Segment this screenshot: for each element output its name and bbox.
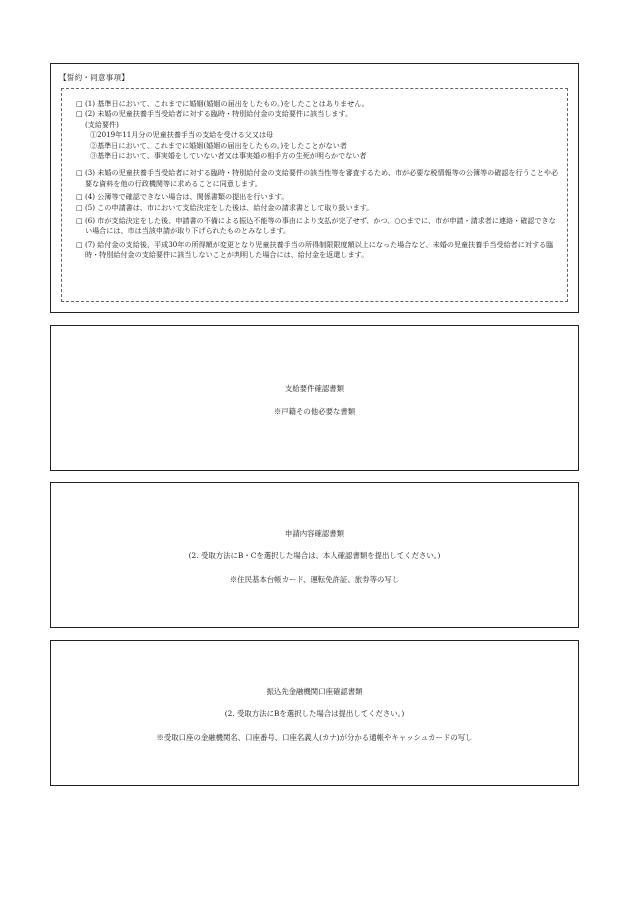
checkbox-4[interactable]: □ (76, 192, 83, 202)
pledge-item-3-text: (3) 未婚の児童扶養手当受給者に対する臨時・特別給付金の支給要件の該当性等を審査するため、市が必要な税情報等の公簿等の確認を行うことや必要な資料を他の行政機関等に求めることに同意します。 (85, 168, 559, 188)
pledge-title: 【誓約・同意事項】 (59, 73, 130, 82)
checkbox-5[interactable]: □ (76, 202, 83, 212)
pledge-item-2-text: (2) 未婚の児童扶養手当受給者に対する臨時・特別給付金の支給要件に該当します。 (85, 109, 353, 119)
bank-account-documents-title: 振込先金融機関口座確認書類 (266, 687, 363, 696)
pledge-item-4 (76, 192, 562, 202)
checkbox-1[interactable]: □ (76, 99, 83, 108)
pledge-item-7 (76, 240, 562, 261)
pledge-item-1 (76, 99, 562, 109)
pledge-item-6-text: (6) 市が支給決定をした後、申請書の不備による振込不能等の事由により支払が完了せず、かつ、○○までに、市が申請・請求者に連絡・確認できない場合には、市は当該申請が取り下げられたものとみなします。 (85, 216, 556, 236)
pledge-items (76, 99, 562, 261)
pledge-item-2 (76, 109, 562, 119)
pledge-item-7-text: (7) 給付金の支給後、平成30年の所得額が変更となり児童扶養手当の所得制限限度額以上になった場合など、未婚の児童扶養手当受給者に対する臨時・特別給付金の支給要件に該当しないことが判明した場合には、給付金を返還します。 (85, 239, 554, 260)
eligibility-documents-title: 支給要件確認書類 (284, 384, 345, 393)
pledge-item-5-text: (5) この申請書は、市において支給決定をした後は、給付金の請求書として取り扱います。 (85, 202, 374, 212)
bank-account-documents-box (50, 640, 579, 786)
checkbox-7[interactable]: □ (76, 239, 83, 249)
pledge-item-5 (76, 203, 562, 213)
pledge-section (50, 63, 579, 313)
application-documents-condition: (2. 受取方法にB・Cを選択した場合は、本人確認書類を提出してください。) (188, 551, 441, 560)
eligibility-documents-box (50, 325, 579, 471)
pledge-item-3 (76, 168, 562, 189)
checkbox-6[interactable]: □ (76, 216, 83, 226)
application-documents-title: 申請内容確認書類 (284, 529, 345, 538)
application-documents-note: ※住民基本台帳カード、運転免許証、旅券等の写し (229, 575, 400, 584)
eligibility-documents-note: ※戸籍その他必要な書類 (273, 407, 356, 416)
pledge-item-4-text: (4) 公簿等で確認できない場合は、関係書類の提出を行います。 (85, 192, 289, 202)
pledge-item-6 (76, 216, 562, 237)
checkbox-2[interactable]: □ (76, 109, 83, 119)
application-documents-box (50, 482, 579, 628)
requirement-2: ②基準日において、これまでに婚姻(婚姻の届出をしたもの。)をしたことがない者 (90, 140, 347, 150)
requirements-heading: (支給要件) (85, 119, 119, 129)
checkbox-3[interactable]: □ (76, 168, 83, 178)
pledge-item-1-text: (1) 基準日において、これまでに婚姻(婚姻の届出をしたもの。)をしたことはありません。 (85, 99, 369, 108)
requirement-3: ③基準日において、事実婚をしていない者又は事実婚の相手方の生死が明らかでない者 (90, 151, 367, 161)
requirement-1: ①2019年11月分の児童扶養手当の支給を受ける父又は母 (90, 130, 274, 140)
bank-account-documents-condition: (2. 受取方法にBを選択した場合は提出してください。) (224, 709, 405, 718)
pledge-items-frame (61, 88, 568, 302)
bank-account-documents-note: ※受取口座の金融機関名、口座番号、口座名義人(カナ)が分かる通帳やキャッシュカードの写し (156, 733, 473, 742)
